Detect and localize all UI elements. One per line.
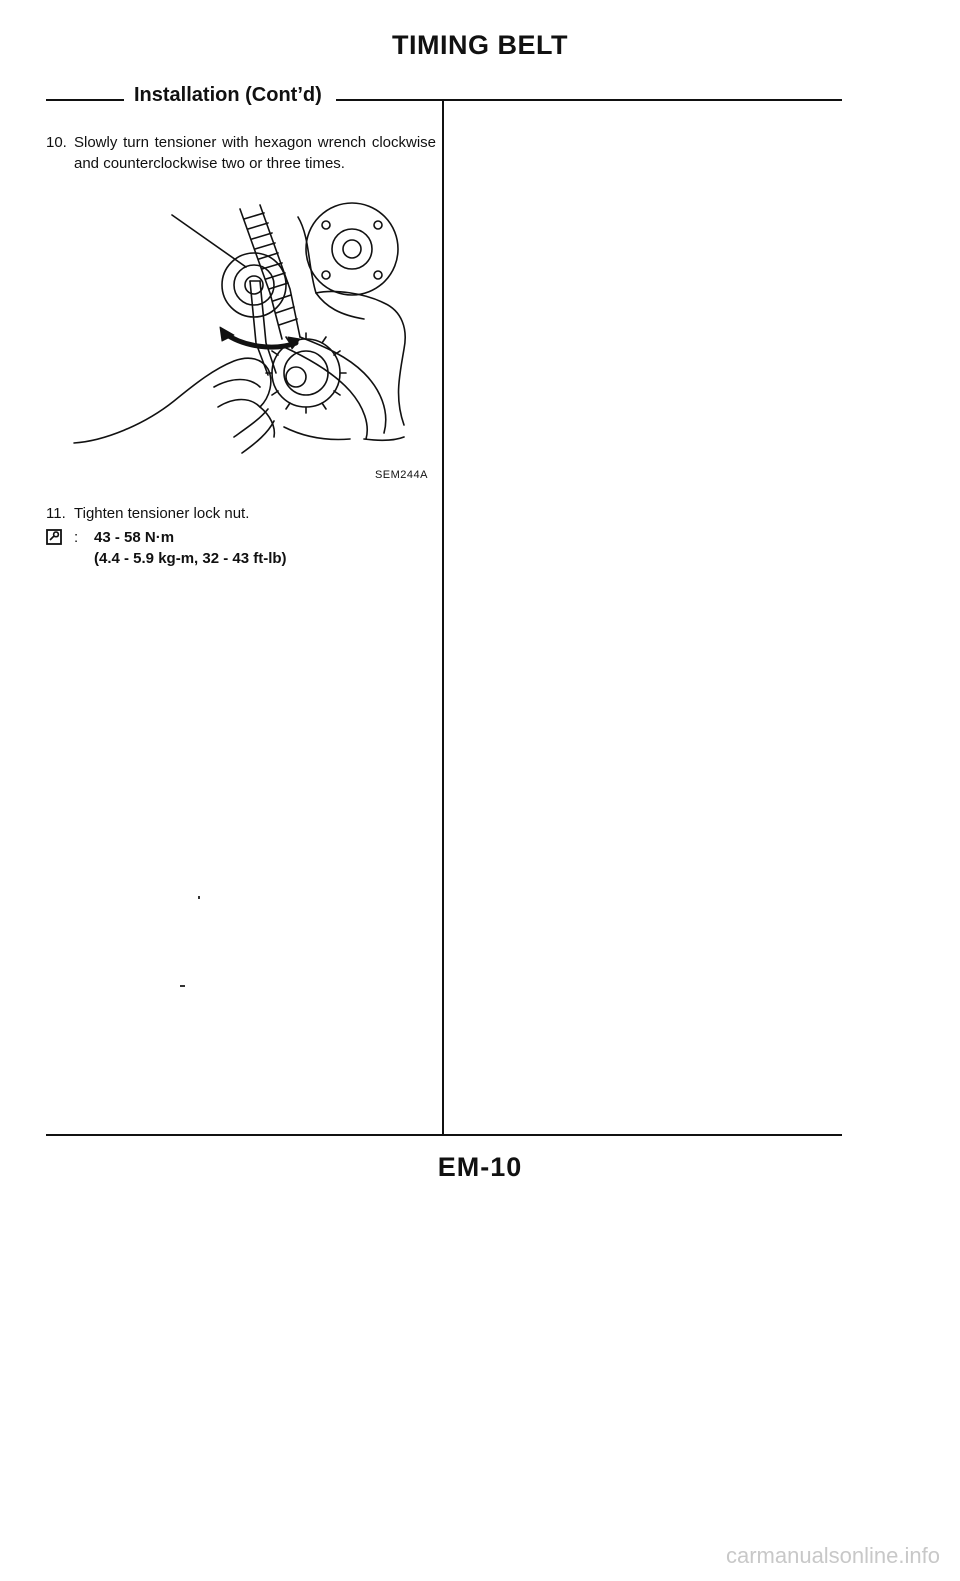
timing-belt-tensioner-drawing <box>64 197 428 481</box>
spec-separator: : <box>74 529 79 546</box>
scan-speck <box>198 896 200 899</box>
heading-lead-rule <box>46 99 124 101</box>
step-number: 10. <box>46 134 67 151</box>
right-column-top-rule <box>444 99 842 101</box>
torque-spec <box>46 527 438 571</box>
watermark: carmanualsonline.info <box>725 1543 940 1568</box>
torque-wrench-icon <box>46 529 62 545</box>
heading-trail-rule <box>336 99 442 101</box>
column-divider <box>442 99 444 1136</box>
step-number: 11. <box>46 505 66 522</box>
torque-value: 43 - 58 N·m <box>94 529 175 546</box>
step-text: Tighten tensioner lock nut. <box>74 505 250 522</box>
section-heading-text: Installation (Cont’d) <box>134 84 322 106</box>
torque-alternate-units: (4.4 - 5.9 kg-m, 32 - 43 ft-lb) <box>94 550 287 567</box>
step-text: Slowly turn tensioner with hexagon wrench clockwise and counterclockwise two or three times. <box>74 134 436 172</box>
figure-reference: SEM244A <box>374 469 428 481</box>
tensioner-illustration <box>64 197 428 481</box>
page-number: EM-10 <box>437 1152 523 1182</box>
page-title: TIMING BELT <box>392 30 568 60</box>
bottom-rule <box>46 1134 842 1136</box>
section-heading <box>46 84 442 108</box>
scan-speck <box>180 985 185 987</box>
